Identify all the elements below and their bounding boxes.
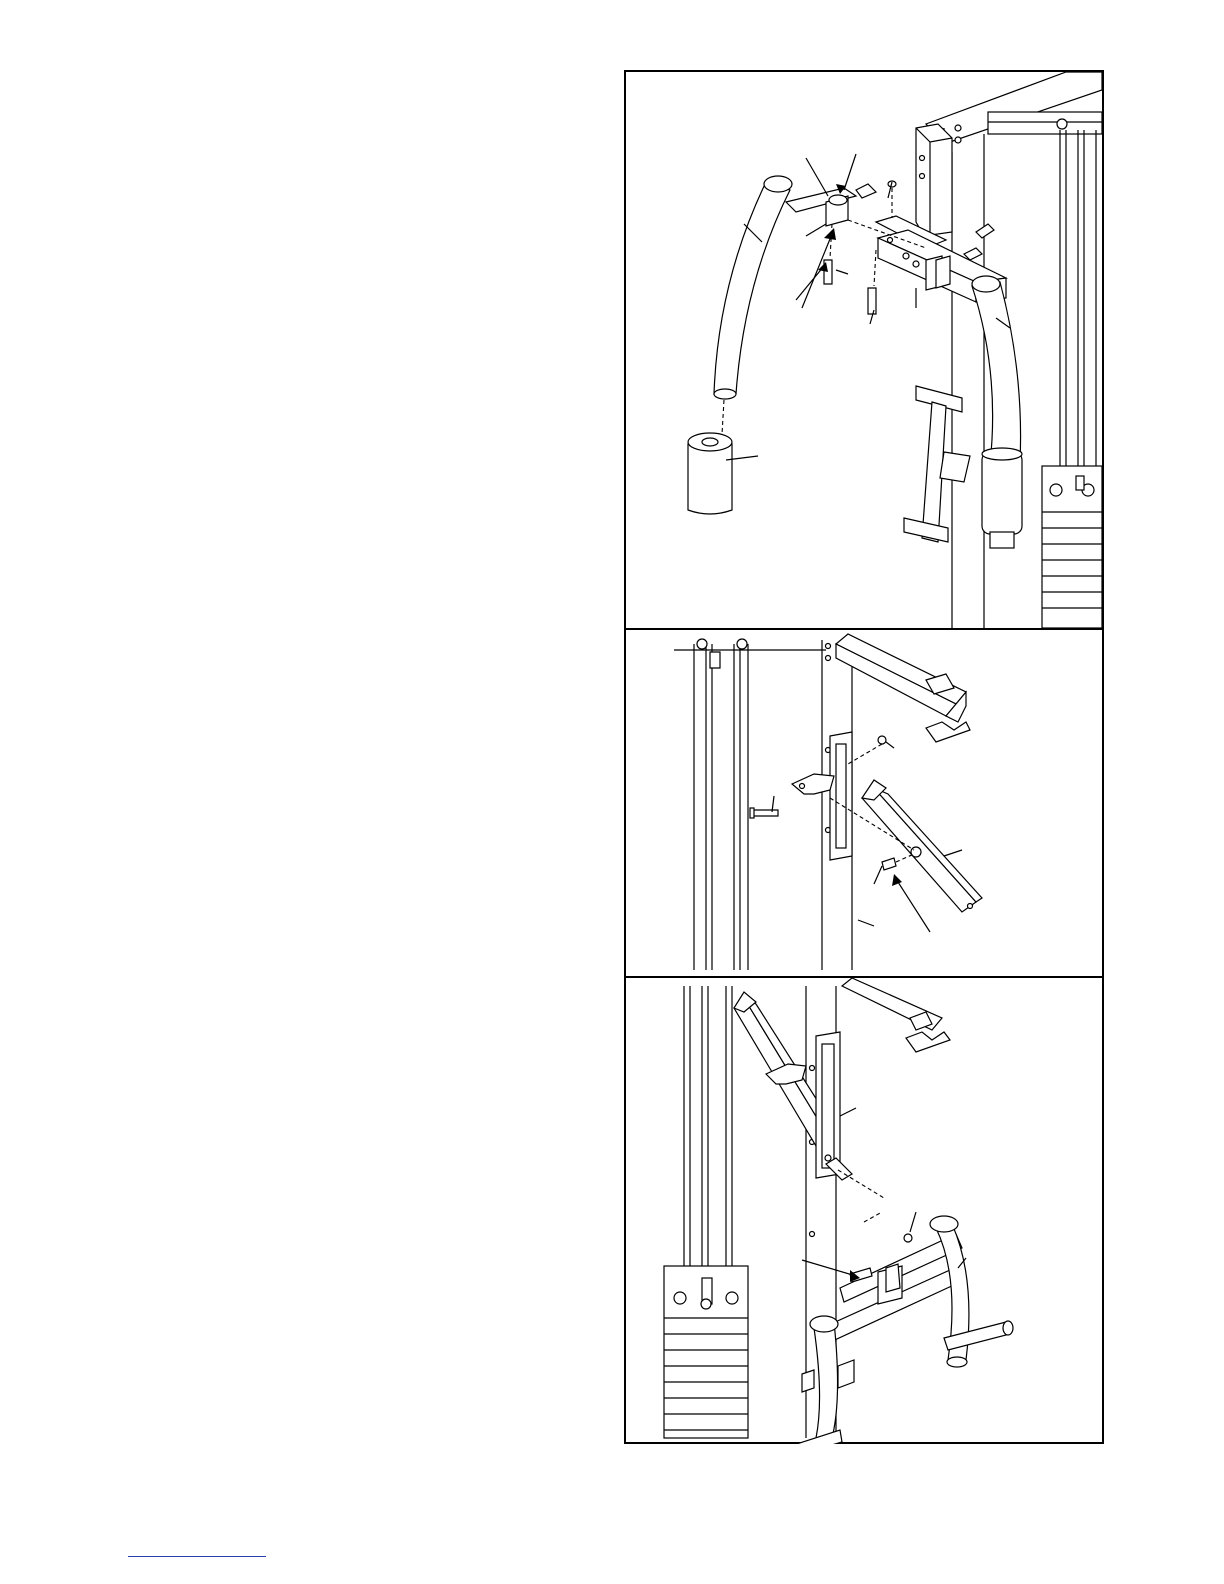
footer-rule bbox=[128, 1556, 266, 1557]
assembly-figure-frame bbox=[624, 70, 1104, 1444]
assembly-diagram-bottom bbox=[626, 978, 1102, 1444]
assembly-diagram-middle bbox=[626, 630, 1102, 976]
assembly-diagram-top bbox=[626, 72, 1102, 628]
